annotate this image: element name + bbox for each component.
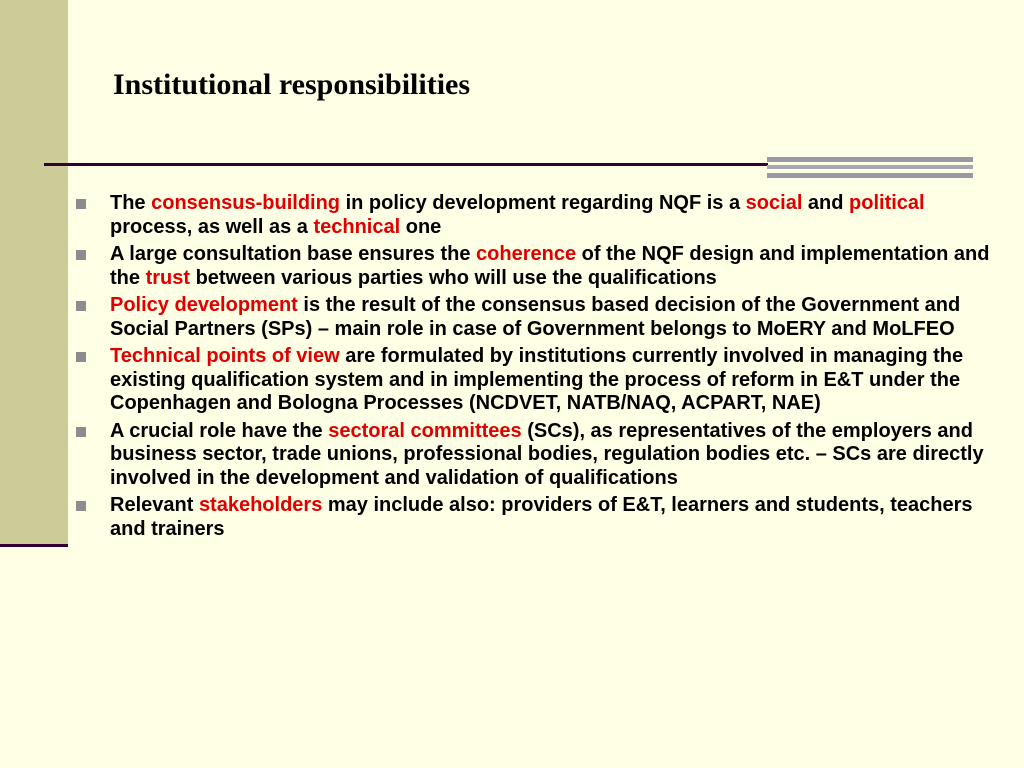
decorative-bar: [767, 165, 973, 169]
bullet-text: A crucial role have the sectoral committees (SCs), as representatives of the employers and business sector, trade unions, professional bodies, regulation bodies etc. – SCs are directly involved in the development and validation of qualifications: [110, 419, 984, 489]
decorative-bars: [767, 157, 973, 179]
bullet-text: Relevant stakeholders may include also: providers of E&T, learners and students, teachers and trainers: [110, 494, 973, 540]
bullet-item: [76, 345, 996, 416]
decorative-bar: [767, 157, 973, 162]
square-bullet-icon: [76, 501, 86, 511]
square-bullet-icon: [76, 199, 86, 209]
bullet-text: The consensus-building in policy development regarding NQF is a social and political process, as well as a technical one: [110, 192, 925, 238]
slide-title: Institutional responsibilities: [113, 68, 471, 101]
bullet-item: [76, 243, 996, 290]
bullet-text: Policy development is the result of the consensus based decision of the Government and Social Partners (SPs) – main role in case of Government belongs to MoERY and MoLFEO: [110, 294, 961, 340]
bullet-item: [76, 420, 996, 491]
bullet-list: [76, 192, 996, 545]
bullet-item: [76, 494, 996, 541]
square-bullet-icon: [76, 352, 86, 362]
bullet-item: [76, 294, 996, 341]
left-decorative-band: [0, 0, 68, 545]
left-band-underline: [0, 544, 68, 547]
title-divider-line: [44, 163, 768, 166]
square-bullet-icon: [76, 250, 86, 260]
square-bullet-icon: [76, 301, 86, 311]
bullet-item: [76, 192, 996, 239]
square-bullet-icon: [76, 427, 86, 437]
bullet-text: A large consultation base ensures the coherence of the NQF design and implementation and the trust between various parties who will use the qualifications: [110, 243, 990, 289]
bullet-text: Technical points of view are formulated by institutions currently involved in managing the existing qualification system and in implementing the process of reform in E&T under the Copenhagen and Bologna Processes (NCDVET, NATB/NAQ, ACPART, NAE): [110, 345, 964, 414]
decorative-bar: [767, 173, 973, 178]
